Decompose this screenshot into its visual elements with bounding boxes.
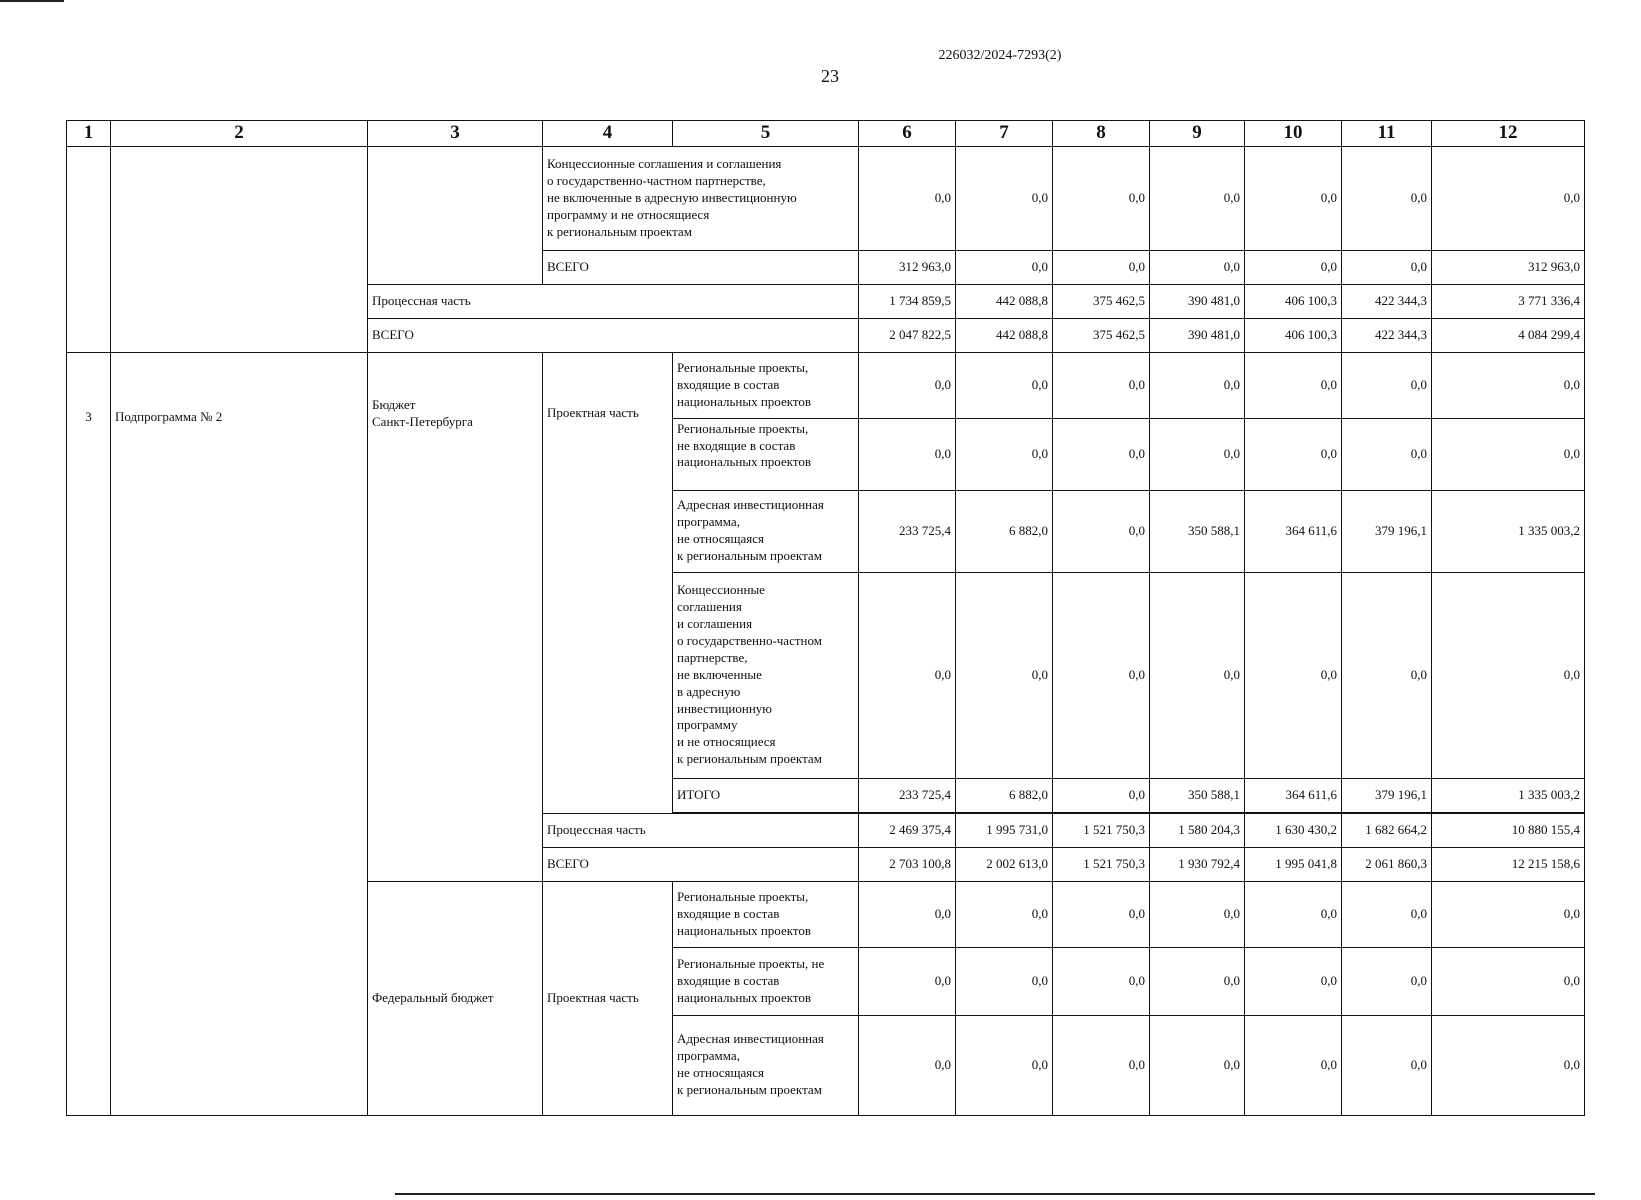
col-header-1: 1 (67, 121, 111, 147)
col-header-4: 4 (543, 121, 673, 147)
value-cell: 1 995 731,0 (956, 813, 1053, 847)
row-label: Концессионные соглашения и соглашения о государственно-частном партнерстве, не включенные в адресную инвестиционную программу и не относящиеся к региональным проектам (543, 146, 859, 250)
row-label: ВСЕГО (368, 318, 859, 352)
value-cell: 1 521 750,3 (1053, 847, 1150, 881)
document-number: 226032/2024-7293(2) (938, 48, 1062, 63)
value-cell: 0,0 (1150, 146, 1245, 250)
value-cell: 0,0 (956, 250, 1053, 284)
value-cell: 3 771 336,4 (1432, 284, 1585, 318)
row-label: Процессная часть (368, 284, 859, 318)
value-cell: 0,0 (1245, 1015, 1342, 1115)
value-cell: 1 630 430,2 (1245, 813, 1342, 847)
row-label: ВСЕГО (543, 250, 859, 284)
row-label: Адресная инвестиционная программа, не относящаяся к региональным проектам (673, 1015, 859, 1115)
value-cell: 10 880 155,4 (1432, 813, 1585, 847)
value-cell: 0,0 (956, 352, 1053, 418)
value-cell: 0,0 (1342, 418, 1432, 490)
value-cell: 390 481,0 (1150, 284, 1245, 318)
value-cell: 0,0 (1342, 572, 1432, 778)
value-cell: 1 335 003,2 (1432, 490, 1585, 572)
value-cell: 0,0 (1150, 1015, 1245, 1115)
value-cell: 0,0 (859, 1015, 956, 1115)
col-header-2: 2 (111, 121, 368, 147)
value-cell: 422 344,3 (1342, 284, 1432, 318)
row-label: Региональные проекты, входящие в состав национальных проектов (673, 881, 859, 947)
value-cell: 0,0 (859, 352, 956, 418)
value-cell: 0,0 (1432, 947, 1585, 1015)
value-cell: 379 196,1 (1342, 490, 1432, 572)
table-row (67, 352, 1585, 418)
value-cell: 0,0 (1432, 572, 1585, 778)
value-cell: 442 088,8 (956, 318, 1053, 352)
scan-corner-mark (0, 0, 64, 2)
value-cell: 0,0 (1053, 572, 1150, 778)
value-cell: 312 963,0 (1432, 250, 1585, 284)
value-cell: 233 725,4 (859, 490, 956, 572)
value-cell: 379 196,1 (1342, 778, 1432, 812)
value-cell: 375 462,5 (1053, 318, 1150, 352)
value-cell: 1 995 041,8 (1245, 847, 1342, 881)
value-cell: 0,0 (1053, 250, 1150, 284)
value-cell: 0,0 (1150, 352, 1245, 418)
value-cell: 0,0 (1342, 146, 1432, 250)
row-label: Концессионные соглашения и соглашения о государственно-частном партнерстве, не включенные в адресную инвестиционную программу и не относящиеся к региональным проектам (673, 572, 859, 778)
page-number: 23 (821, 66, 839, 86)
value-cell: 406 100,3 (1245, 318, 1342, 352)
value-cell: 1 521 750,3 (1053, 813, 1150, 847)
col-header-5: 5 (673, 121, 859, 147)
value-cell: 0,0 (956, 947, 1053, 1015)
value-cell: 1 580 204,3 (1150, 813, 1245, 847)
value-cell: 0,0 (1150, 572, 1245, 778)
value-cell: 6 882,0 (956, 778, 1053, 812)
value-cell: 0,0 (1150, 418, 1245, 490)
row-label: Региональные проекты, входящие в состав национальных проектов (673, 352, 859, 418)
row-label: ВСЕГО (543, 847, 859, 881)
value-cell: 390 481,0 (1150, 318, 1245, 352)
value-cell: 0,0 (1432, 146, 1585, 250)
value-cell: 2 469 375,4 (859, 813, 956, 847)
value-cell: 375 462,5 (1053, 284, 1150, 318)
value-cell: 1 734 859,5 (859, 284, 956, 318)
value-cell: 350 588,1 (1150, 778, 1245, 812)
value-cell: 0,0 (1053, 418, 1150, 490)
col-header-8: 8 (1053, 121, 1150, 147)
project-part-cell: Проектная часть (543, 352, 673, 813)
value-cell: 2 002 613,0 (956, 847, 1053, 881)
column-number-header-row (67, 121, 1585, 147)
row-label: Адресная инвестиционная программа, не относящаяся к региональным проектам (673, 490, 859, 572)
value-cell: 0,0 (859, 146, 956, 250)
value-cell: 0,0 (956, 572, 1053, 778)
value-cell: 4 084 299,4 (1432, 318, 1585, 352)
row-label: Региональные проекты, не входящие в состав национальных проектов (673, 418, 859, 490)
value-cell: 0,0 (1245, 947, 1342, 1015)
page-bottom-rule (395, 1193, 1595, 1195)
value-cell: 0,0 (1053, 146, 1150, 250)
value-cell: 0,0 (1053, 1015, 1150, 1115)
col-header-3: 3 (368, 121, 543, 147)
value-cell: 422 344,3 (1342, 318, 1432, 352)
value-cell: 0,0 (1245, 352, 1342, 418)
row-label: ИТОГО (673, 778, 859, 812)
value-cell: 406 100,3 (1245, 284, 1342, 318)
row-number-cell-empty (67, 146, 111, 352)
value-cell: 1 335 003,2 (1432, 778, 1585, 812)
row-number-cell: 3 (67, 352, 111, 1115)
project-part-cell: Проектная часть (543, 881, 673, 1115)
value-cell: 0,0 (1342, 947, 1432, 1015)
col-header-9: 9 (1150, 121, 1245, 147)
value-cell: 0,0 (1342, 881, 1432, 947)
value-cell: 2 047 822,5 (859, 318, 956, 352)
value-cell: 0,0 (956, 881, 1053, 947)
value-cell: 350 588,1 (1150, 490, 1245, 572)
value-cell: 0,0 (1245, 146, 1342, 250)
value-cell: 0,0 (1342, 1015, 1432, 1115)
value-cell: 364 611,6 (1245, 490, 1342, 572)
value-cell: 0,0 (1342, 250, 1432, 284)
funding-source-cell: Федеральный бюджет (368, 881, 543, 1115)
program-name-cell-empty (111, 146, 368, 352)
subprogram-name-cell: Подпрограмма № 2 (111, 352, 368, 1115)
col-header-7: 7 (956, 121, 1053, 147)
value-cell: 0,0 (1150, 881, 1245, 947)
row-label: Процессная часть (543, 813, 859, 847)
source-cell-empty (368, 146, 543, 284)
value-cell: 0,0 (1432, 881, 1585, 947)
budget-table (66, 120, 1585, 1116)
col-header-10: 10 (1245, 121, 1342, 147)
value-cell: 0,0 (1245, 250, 1342, 284)
value-cell: 0,0 (956, 418, 1053, 490)
value-cell: 0,0 (1432, 1015, 1585, 1115)
value-cell: 12 215 158,6 (1432, 847, 1585, 881)
value-cell: 2 061 860,3 (1342, 847, 1432, 881)
value-cell: 0,0 (1342, 352, 1432, 418)
value-cell: 2 703 100,8 (859, 847, 956, 881)
value-cell: 0,0 (1245, 572, 1342, 778)
value-cell: 0,0 (859, 947, 956, 1015)
value-cell: 0,0 (1053, 352, 1150, 418)
value-cell: 0,0 (1432, 352, 1585, 418)
value-cell: 442 088,8 (956, 284, 1053, 318)
value-cell: 0,0 (859, 418, 956, 490)
value-cell: 6 882,0 (956, 490, 1053, 572)
value-cell: 0,0 (956, 1015, 1053, 1115)
value-cell: 0,0 (1150, 250, 1245, 284)
value-cell: 0,0 (859, 572, 956, 778)
col-header-12: 12 (1432, 121, 1585, 147)
col-header-6: 6 (859, 121, 956, 147)
value-cell: 0,0 (956, 146, 1053, 250)
value-cell: 364 611,6 (1245, 778, 1342, 812)
funding-source-cell: Бюджет Санкт-Петербурга (368, 352, 543, 881)
value-cell: 0,0 (1053, 778, 1150, 812)
value-cell: 0,0 (1245, 881, 1342, 947)
value-cell: 312 963,0 (859, 250, 956, 284)
value-cell: 0,0 (1432, 418, 1585, 490)
value-cell: 0,0 (1053, 947, 1150, 1015)
value-cell: 1 930 792,4 (1150, 847, 1245, 881)
value-cell: 1 682 664,2 (1342, 813, 1432, 847)
value-cell: 0,0 (1053, 490, 1150, 572)
value-cell: 0,0 (859, 881, 956, 947)
value-cell: 0,0 (1150, 947, 1245, 1015)
value-cell: 0,0 (1245, 418, 1342, 490)
value-cell: 0,0 (1053, 881, 1150, 947)
col-header-11: 11 (1342, 121, 1432, 147)
row-label: Региональные проекты, не входящие в состав национальных проектов (673, 947, 859, 1015)
value-cell: 233 725,4 (859, 778, 956, 812)
table-row (67, 146, 1585, 250)
